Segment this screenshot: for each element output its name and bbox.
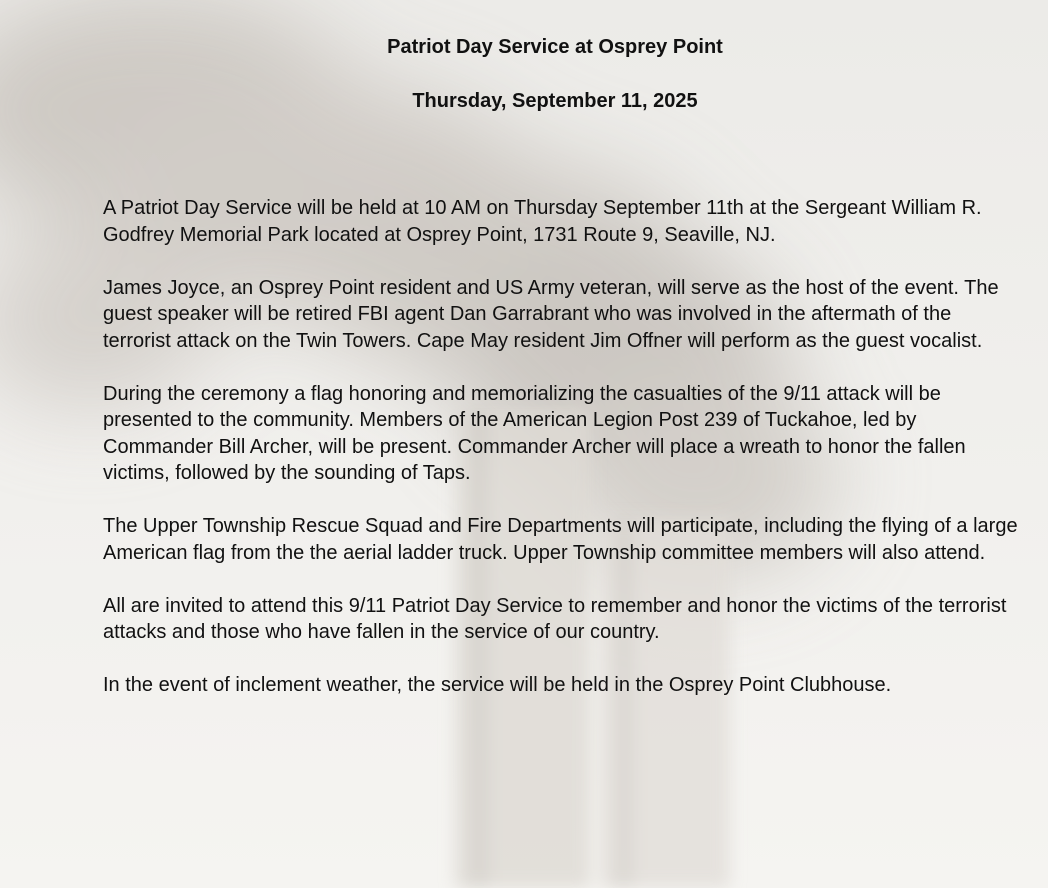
event-date: Thursday, September 11, 2025 bbox=[412, 90, 698, 112]
paragraph-participants: The Upper Township Rescue Squad and Fire Departments will participate, including the flying of a large American flag from the the aerial ladder truck. Upper Township committee members will also attend. bbox=[103, 515, 1018, 564]
paragraph-weather: In the event of inclement weather, the service will be held in the Osprey Point Clubhouse. bbox=[103, 674, 892, 696]
paragraph-ceremony: During the ceremony a flag honoring and memorializing the casualties of the 9/11 attack will be presented to the community. Members of the American Legion Post 239 of Tuckahoe, led by Commander Bill Archer, will be present. Commander Archer will place a wreath to honor the fallen victims, followed by the sounding of Taps. bbox=[103, 382, 966, 484]
paragraph-location: A Patriot Day Service will be held at 10 AM on Thursday September 11th at the Sergeant William R. Godfrey Memorial Park located at Osprey Point, 1731 Route 9, Seaville, NJ. bbox=[103, 197, 982, 246]
page-title: Patriot Day Service at Osprey Point bbox=[387, 36, 723, 58]
announcement-body bbox=[103, 195, 1023, 725]
paragraph-host: James Joyce, an Osprey Point resident and US Army veteran, will serve as the host of the event. The guest speaker will be retired FBI agent Dan Garrabrant who was involved in the aftermath of the terrorist attack on the Twin Towers. Cape May resident Jim Offner will perform as the guest vocalist. bbox=[103, 276, 999, 352]
paragraph-invitation: All are invited to attend this 9/11 Patriot Day Service to remember and honor the victims of the terrorist attacks and those who have fallen in the service of our country. bbox=[103, 594, 1007, 643]
